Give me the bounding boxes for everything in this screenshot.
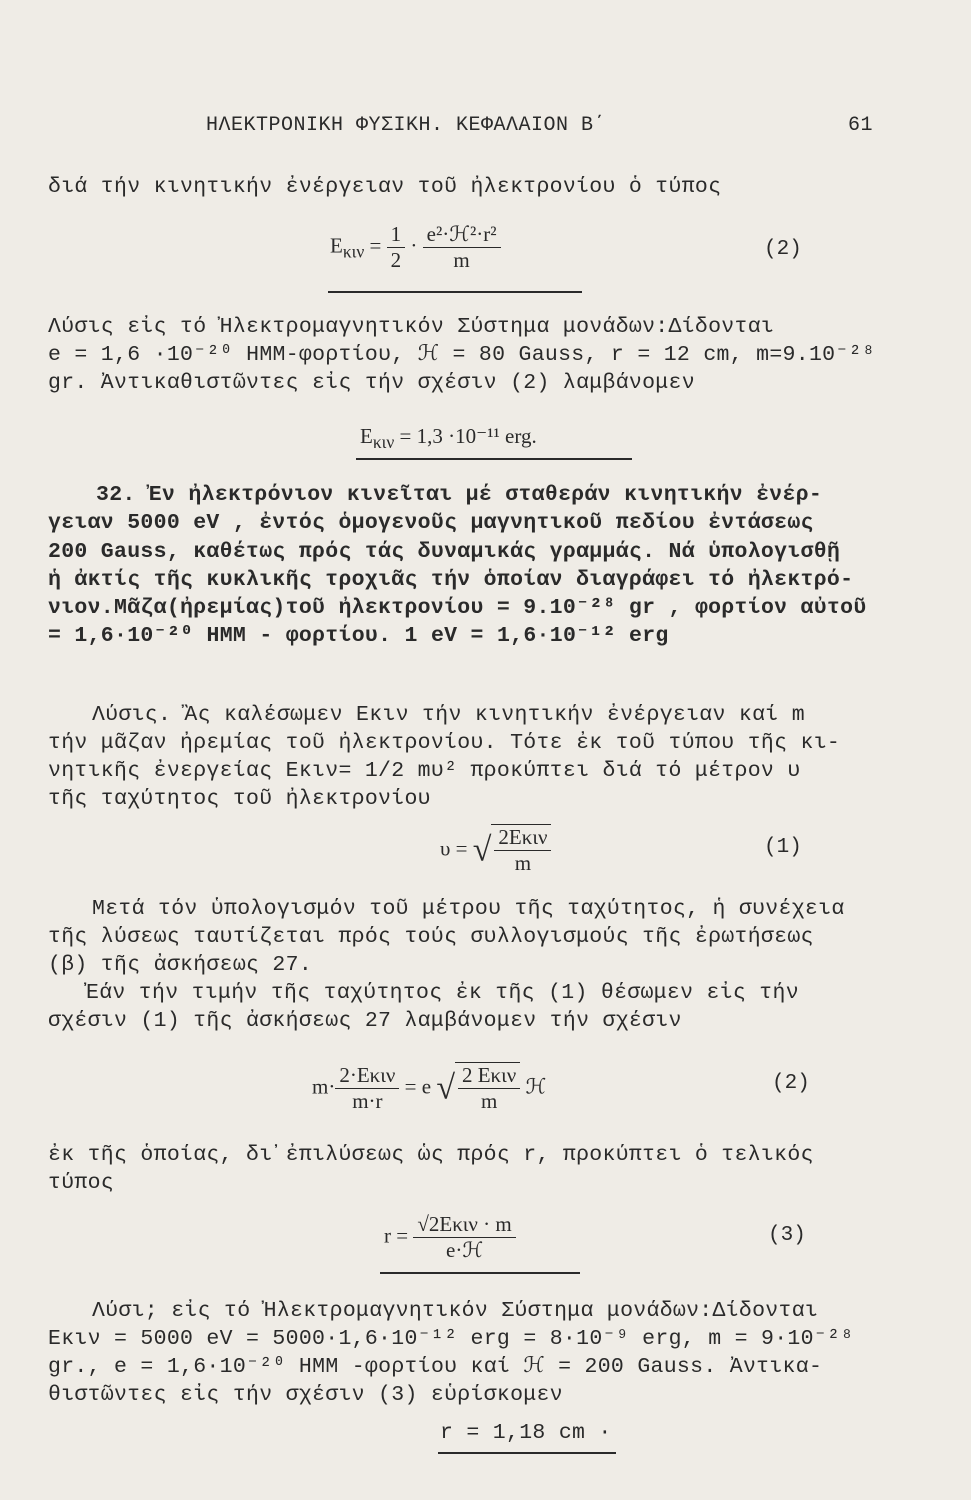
problem-statement-line: 32. Ἐν ἠλεκτρόνιον κινεῖται μέ σταθεράν κινητικήν ἐνέρ- [96,483,823,507]
text-line: ἐκ τῆς ὁποίας, δι᾿ἐπιλύσεως ὡς πρός r, προκύπτει ὁ τελικός [48,1143,814,1167]
text-line: Λύσι; εἰς τό Ἠλεκτρομαγνητικόν Σύστημα μονάδων:Δίδονται [92,1299,819,1323]
text-line: τῆς ταχύτητος τοῦ ἠλεκτρονίου [48,787,431,811]
text-line: Λύσις εἰς τό Ἠλεκτρομαγνητικόν Σύστημα μονάδων:Δίδονται [48,315,775,339]
text-line: τήν μᾶζαν ἠρεμίας τοῦ ἠλεκτρονίου. Τότε ἐκ τοῦ τύπου τῆς κι- [48,731,841,755]
problem-statement-line: γειαν 5000 eV , ἐντός ὁμογενοῦς μαγνητικοῦ πεδίου ἐντάσεως [48,511,814,535]
underline-rule [380,1272,580,1274]
equation-number: (3) [768,1224,806,1247]
fraction-half: $\frac{1}{2}$ [387,222,406,273]
equation-2-kinetic-energy: $E_{\kappa\iota\nu}$ = $\frac{1}{2}$ · $\frac{\text{e²·ℋ²·r²}}{m}$ [330,222,501,273]
equation-number: (2) [764,238,802,261]
text-line: gr. Ἀντικαθιστῶντες εἰς τήν σχέσιν (2) λαμβάνομεν [48,371,695,395]
final-result: r = 1,18 cm · [440,1421,612,1445]
text-line: τῆς λύσεως ταυτίζεται πρός τούς συλλογισμούς τῆς ἐρωτήσεως [48,925,814,949]
problem-statement-line: 200 Gauss, καθέτως πρός τάς δυναμικάς γραμμάς. Νά ὑπολογισθῇ [48,540,841,564]
page-number: 61 [848,114,874,137]
text-line: gr., e = 1,6·10⁻²⁰ ΗΜΜ -φορτίου καί ℋ = 200 Gauss. Ἀντικα- [48,1355,823,1379]
text-line: διά τήν κινητικήν ἐνέργειαν τοῦ ἠλεκτρονίου ὁ τύπος [48,175,722,199]
problem-statement-line: = 1,6·10⁻²⁰ ΗΜΜ - φορτίου. 1 eV = 1,6·10⁻¹² erg [48,624,669,648]
underline-rule [356,458,632,460]
result-equation: $E_{\kappa\iota\nu} = 1,3 \cdot 10^{-11}$ erg. [360,424,537,453]
text-line: τύπος [48,1171,115,1195]
text-line: Eκιν = 5000 eV = 5000·1,6·10⁻¹² erg = 8·10⁻⁹ erg, m = 9·10⁻²⁸ [48,1327,854,1351]
text-line: νητικῆς ἐνεργείας Eκιν= 1/2 mυ² προκύπτει διά τό μέτρον υ [48,759,801,783]
fraction-main: $\frac{\text{e²·ℋ²·r²}}{m}$ [423,222,501,273]
equation-2-radius-relation: m· $\frac{\text{2·Eκιν}}{m\cdot r}$ = e √ $\frac{\text{2 Eκιν}}{m}$ ℋ [312,1063,547,1113]
running-header: ΗΛΕΚΤΡΟΝΙΚΗ ΦΥΣΙΚΗ. ΚΕΦΑΛΑΙΟΝ Β΄ [206,114,607,137]
underline-rule [438,1452,616,1454]
text-line: θιστῶντες εἰς τήν σχέσιν (3) εὑρίσκομεν [48,1383,563,1407]
underline-rule [328,291,582,293]
equation-3-radius-formula: r = $\frac{\text{√2Eκιν · m}}{\text{e·ℋ}}$ [384,1212,516,1263]
text-line: Ἐάν τήν τιμήν τῆς ταχύτητος ἐκ τῆς (1) θέσωμεν εἰς τήν [86,981,799,1005]
equation-number: (1) [764,836,802,859]
text-line: σχέσιν (1) τῆς ἀσκήσεως 27 λαμβάνομεν τήν σχέσιν [48,1009,682,1033]
text-line: Λύσις. Ἂς καλέσωμεν Eκιν τήν κινητικήν ἐνέργειαν καί m [92,703,805,727]
equation-1-velocity: υ = √ $\frac{\text{2Eκιν}}{m}$ [440,824,551,876]
text-line: e = 1,6 ·10⁻²⁰ ΗΜΜ-φορτίου, ℋ = 80 Gauss, r = 12 cm, m=9.10⁻²⁸ [48,343,876,367]
text-line: (β) τῆς ἀσκήσεως 27. [48,953,313,977]
problem-statement-line: ἡ ἀκτίς τῆς κυκλικῆς τροχιᾶς τήν ὁποίαν διαγράφει τό ἠλεκτρό- [48,568,854,592]
equation-number: (2) [772,1072,810,1095]
text-line: Μετά τόν ὑπολογισμόν τοῦ μέτρου τῆς ταχύτητος, ἡ συνέχεια [92,897,845,921]
problem-statement-line: νιον.Μᾶζα(ἠρεμίας)τοῦ ἠλεκτρονίου = 9.10⁻²⁸ gr , φορτίον αὐτοῦ [48,596,867,620]
